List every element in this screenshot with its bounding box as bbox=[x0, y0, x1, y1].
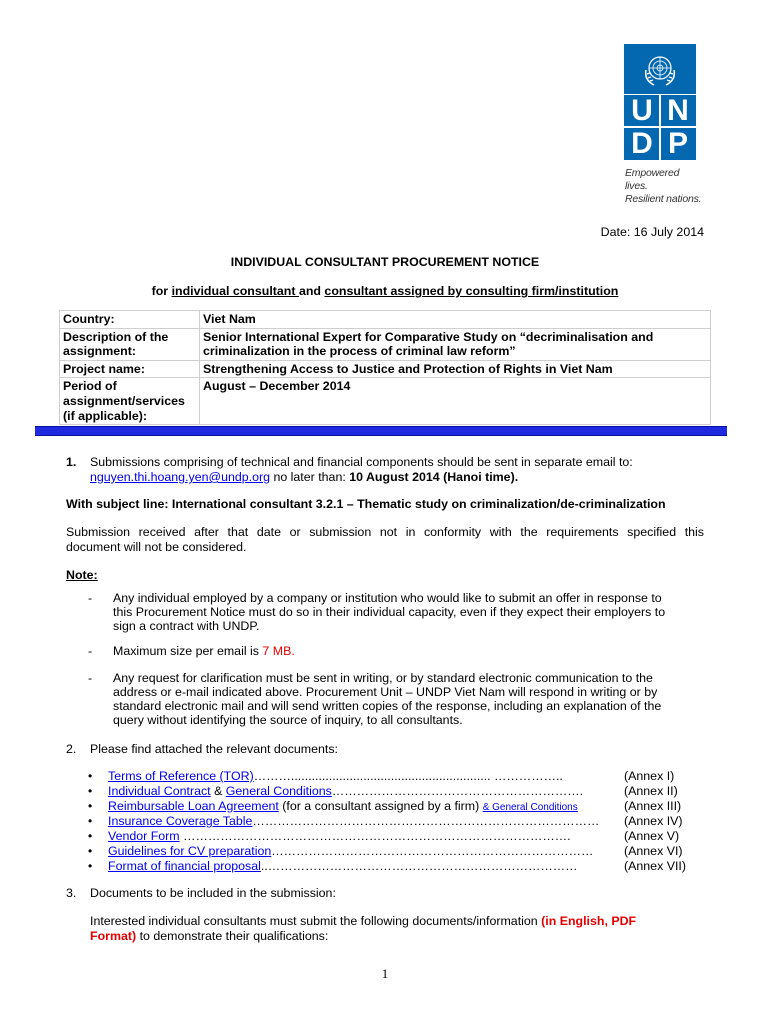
subtitle-pre: for bbox=[151, 284, 172, 298]
document-note: (for a consultant assigned by a firm) bbox=[278, 799, 483, 813]
section-1-line-1: Submissions comprising of technical and financial components should be sent in separate email to: bbox=[90, 455, 633, 469]
leader-dots: …………………………………………………………………… bbox=[271, 844, 594, 858]
undp-logo-box bbox=[624, 44, 696, 160]
subtitle-firm-consultant: consultant assigned by consulting firm/institution bbox=[324, 284, 619, 298]
logo-tagline bbox=[625, 167, 704, 206]
tagline-line-2: Resilient nations. bbox=[625, 193, 702, 205]
logo-grid-lines bbox=[624, 94, 696, 160]
note-3-line-2: address or e-mail indicated above. Procurement Unit – UNDP Viet Nam will respond in writing or by bbox=[113, 685, 658, 699]
table-row-country bbox=[60, 311, 711, 329]
note-3-line-1: Any request for clarification must be sent in writing, or by standard electronic communication to the bbox=[113, 671, 653, 685]
note-1-line-2: this Procurement Notice must do so in their individual capacity, even if they expect their employers to bbox=[113, 605, 666, 619]
page-number: 1 bbox=[381, 966, 389, 981]
deadline-date: 10 August 2014 (Hanoi time). bbox=[349, 470, 519, 484]
list-item bbox=[108, 829, 616, 844]
leader-dots: ………………………………………………………………………… bbox=[252, 814, 600, 828]
logo-letter-p: P bbox=[667, 127, 688, 160]
description-value-line-1: Senior International Expert for Comparative Study on “decriminalisation and bbox=[203, 329, 654, 344]
annex-label: (Annex VI) bbox=[624, 844, 683, 858]
intro-pre: Interested individual consultants must submit the following documents/information bbox=[90, 914, 542, 928]
deadline-pre: no later than: bbox=[270, 470, 350, 484]
description-value-line-2: criminalization in the process of criminal law reform” bbox=[203, 344, 516, 359]
list-bullet: • bbox=[88, 769, 93, 783]
description-label bbox=[60, 328, 200, 360]
undp-logo bbox=[624, 44, 704, 206]
country-value: Viet Nam bbox=[200, 311, 711, 329]
table-row-description bbox=[60, 328, 711, 360]
period-label-line-2: assignment/services bbox=[63, 393, 185, 408]
submission-email-link[interactable]: nguyen.thi.hoang.yen@undp.org bbox=[90, 470, 270, 484]
list-item bbox=[108, 844, 616, 859]
note-label: Note: bbox=[66, 568, 98, 582]
note-1-line-1: Any individual employed by a company or institution who would like to submit an offer in response to bbox=[113, 591, 662, 605]
notice-subtitle bbox=[0, 284, 770, 298]
late-submission-line-2: document will not be considered. bbox=[66, 540, 247, 554]
annex-label: (Annex IV) bbox=[624, 814, 683, 828]
list-bullet: • bbox=[88, 859, 93, 873]
table-row-project bbox=[60, 360, 711, 378]
subtitle-mid: and bbox=[298, 284, 325, 298]
period-value: August – December 2014 bbox=[200, 378, 711, 425]
section-2-number: 2. bbox=[66, 742, 77, 756]
section-3-heading: Documents to be included in the submission: bbox=[90, 886, 336, 900]
logo-letter-n: N bbox=[667, 94, 689, 127]
section-2-heading: Please find attached the relevant documents: bbox=[90, 742, 338, 756]
annex-label: (Annex VII) bbox=[624, 859, 686, 873]
max-size-value: 7 MB. bbox=[262, 644, 295, 658]
table-row-period bbox=[60, 378, 711, 425]
section-divider-bar bbox=[35, 426, 727, 436]
list-item bbox=[108, 814, 616, 829]
section-1-number: 1. bbox=[66, 455, 77, 469]
tagline-line-1: Empowered lives. bbox=[625, 167, 680, 192]
note-2 bbox=[113, 644, 295, 659]
note-1-line-3: sign a contract with UNDP. bbox=[113, 619, 260, 633]
leader-dots: ……………………………………………………. bbox=[331, 784, 584, 798]
description-label-line-2: assignment: bbox=[63, 344, 136, 359]
intro-format-2: Format) bbox=[90, 929, 137, 943]
note-1-dash: - bbox=[88, 591, 93, 605]
un-emblem-icon bbox=[640, 50, 680, 93]
note-2-pre: Maximum size per email is bbox=[113, 644, 263, 658]
annex-label: (Annex II) bbox=[624, 784, 678, 798]
list-item bbox=[108, 859, 616, 874]
document-link[interactable]: Insurance Coverage Table bbox=[108, 814, 253, 828]
note-3-dash: - bbox=[88, 671, 93, 685]
list-bullet: • bbox=[88, 799, 93, 813]
description-label-line-1: Description of the bbox=[63, 329, 169, 344]
note-2-dash: - bbox=[88, 644, 93, 658]
description-value bbox=[200, 328, 711, 360]
project-label: Project name: bbox=[60, 360, 200, 378]
note-3-line-4: query without identifying the source of inquiry, to all consultants. bbox=[113, 713, 463, 727]
assignment-info-table bbox=[59, 310, 711, 425]
general-conditions-link[interactable]: General Conditions bbox=[225, 784, 332, 798]
period-label-line-3: (if applicable): bbox=[63, 408, 147, 423]
project-value: Strengthening Access to Justice and Protection of Rights in Viet Nam bbox=[200, 360, 711, 378]
list-item bbox=[108, 784, 616, 799]
section-3-intro-line-1 bbox=[90, 914, 636, 929]
late-submission-line-1: Submission received after that date or submission not in conformity with the requirements specified this bbox=[66, 525, 704, 539]
annex-label: (Annex V) bbox=[624, 829, 680, 843]
leader-dots: ..………………………………………………………………… bbox=[260, 859, 578, 873]
subject-line: With subject line: International consultant 3.2.1 – Thematic study on criminalization/de-criminalization bbox=[66, 497, 666, 511]
list-item bbox=[108, 769, 616, 784]
document-link[interactable]: Individual Contract bbox=[108, 784, 211, 798]
notice-date: Date: 16 July 2014 bbox=[600, 225, 704, 239]
subtitle-individual-consultant: individual consultant bbox=[171, 284, 299, 298]
document-link[interactable]: Guidelines for CV preparation bbox=[108, 844, 272, 858]
intro-format-1: (in English, PDF bbox=[541, 914, 637, 928]
notice-title: INDIVIDUAL CONSULTANT PROCUREMENT NOTICE bbox=[230, 255, 540, 269]
document-link[interactable]: Terms of Reference (TOR) bbox=[108, 769, 254, 783]
period-label-line-1: Period of bbox=[63, 379, 117, 394]
section-1-line-2 bbox=[90, 470, 518, 485]
list-bullet: • bbox=[88, 814, 93, 828]
list-bullet: • bbox=[88, 784, 93, 798]
section-3-number: 3. bbox=[66, 886, 77, 900]
annex-label: (Annex III) bbox=[624, 799, 682, 813]
logo-letter-d: D bbox=[631, 127, 653, 160]
general-conditions-link[interactable]: & General Conditions bbox=[482, 802, 578, 813]
list-bullet: • bbox=[88, 829, 93, 843]
leader-dots: …………………………………………………………………………………. bbox=[179, 829, 571, 843]
intro-post: to demonstrate their qualifications: bbox=[136, 929, 329, 943]
leader-dots: ……….......................................................... …………….. bbox=[253, 769, 563, 783]
annex-label: (Annex I) bbox=[624, 769, 675, 783]
document-link[interactable]: Reimbursable Loan Agreement bbox=[108, 799, 279, 813]
document-note: & bbox=[210, 784, 226, 798]
document-link[interactable]: Format of financial proposal bbox=[108, 859, 261, 873]
logo-letter-u: U bbox=[631, 94, 653, 127]
list-bullet: • bbox=[88, 844, 93, 858]
section-3-intro-line-2 bbox=[90, 929, 328, 944]
document-link[interactable]: Vendor Form bbox=[108, 829, 180, 843]
period-label bbox=[60, 378, 200, 425]
country-label: Country: bbox=[60, 311, 200, 329]
note-3-line-3: standard electronic mail and will send written copies of the response, including an explanation of the bbox=[113, 699, 662, 713]
